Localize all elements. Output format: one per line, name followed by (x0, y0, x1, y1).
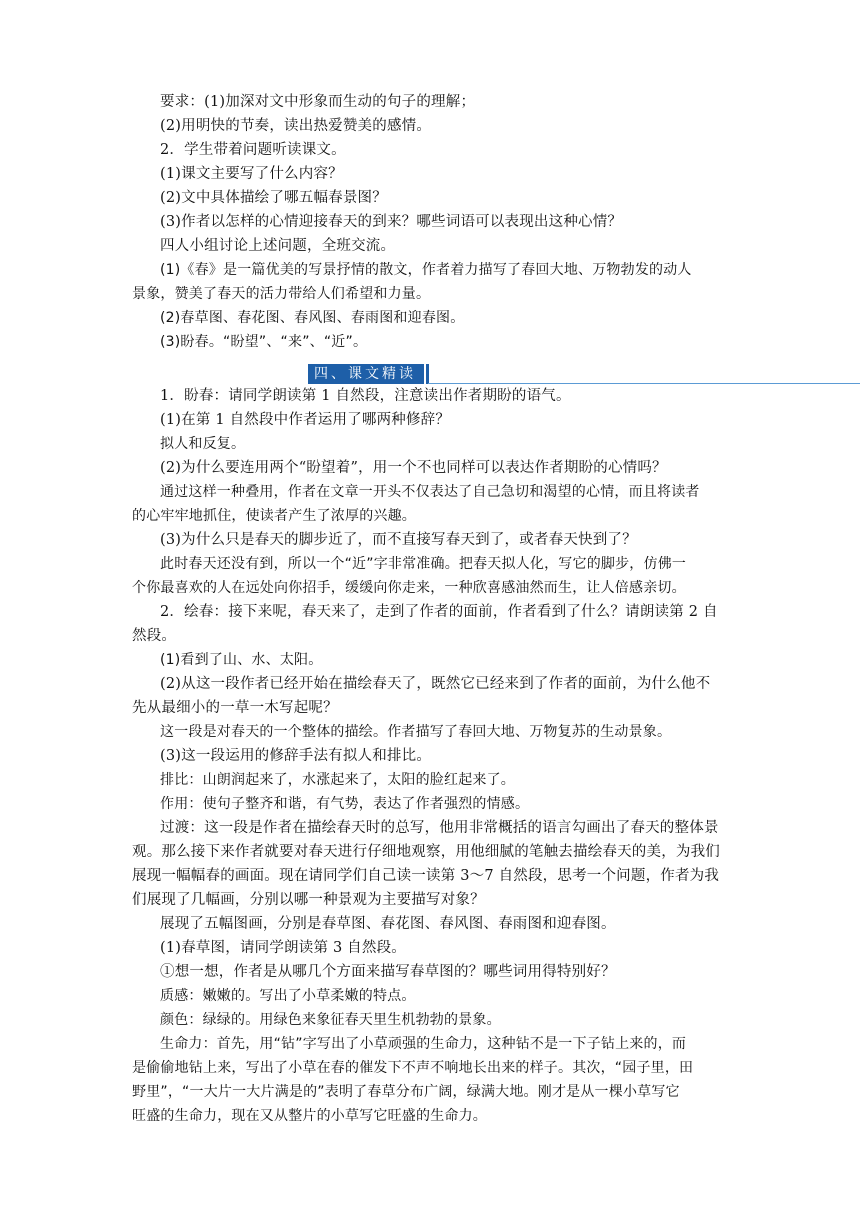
text-line: (2)用明快的节奏，读出热爱赞美的感情。 (160, 118, 432, 134)
text-line: 观。那么接下来作者就要对春天进行仔细地观察，用他细腻的笔触去描绘春天的美，为我们 (132, 844, 720, 860)
text-line: 1．盼春：请同学朗读第 1 自然段，注意读出作者期盼的语气。 (160, 388, 571, 404)
text-line: 这一段是对春天的一个整体的描绘。作者描写了春回大地、万物复苏的生动景象。 (160, 724, 672, 740)
text-line: 通过这样一种叠用，作者在文章一开头不仅表达了自己急切和渴望的心情，而且将读者 (160, 484, 700, 500)
section-title: 四、课文精读 (308, 364, 424, 384)
text-line: 作用：使句子整齐和谐，有气势，表达了作者强烈的情感。 (160, 796, 530, 812)
text-line: 此时春天还没有到，所以一个“近”字非常准确。把春天拟人化，写它的脚步，仿佛一 (160, 556, 687, 572)
text-line: (3)这一段运用的修辞手法有拟人和排比。 (160, 748, 432, 764)
text-line: (1)课文主要写了什么内容？ (160, 166, 343, 182)
text-line: 四人小组讨论上述问题，全班交流。 (160, 238, 396, 254)
text-line: 2．学生带着问题听读课文。 (160, 142, 346, 158)
text-line: (1)在第 1 自然段中作者运用了哪两种修辞？ (160, 412, 451, 428)
text-line: (2)从这一段作者已经开始在描绘春天了，既然它已经来到了作者的面前，为什么他不 (160, 676, 711, 692)
text-line: 景象，赞美了春天的活力带给人们希望和力量。 (132, 286, 431, 302)
text-line: ①想一想，作者是从哪几个方面来描写春草图的？哪些词用得特别好？ (160, 964, 616, 980)
text-line: (1)《春》是一篇优美的写景抒情的散文，作者着力描写了春回大地、万物勃发的动人 (160, 262, 692, 278)
text-line: 颜色：绿绿的。用绿色来象征春天里生机勃勃的景象。 (160, 1012, 501, 1028)
text-line: 的心牢牢地抓住，使读者产生了浓厚的兴趣。 (132, 508, 416, 524)
text-line: 质感：嫩嫩的。写出了小草柔嫩的特点。 (160, 988, 416, 1004)
text-line: 野里”，“一大片一大片满是的”表明了春草分布广阔，绿满大地。刚才是从一棵小草写它 (132, 1084, 680, 1100)
text-line: 排比：山朗润起来了，水涨起来了，太阳的脸红起来了。 (160, 772, 515, 788)
text-line: 个你最喜欢的人在远处向你招手，缓缓向你走来，一种欣喜感油然而生，让人倍感亲切。 (132, 580, 686, 596)
text-line: (1)春草图，请同学朗读第 3 自然段。 (160, 940, 406, 956)
text-line: (3)为什么只是春天的脚步近了，而不直接写春天到了，或者春天快到了？ (160, 532, 637, 548)
text-line: (1)看到了山、水、太阳。 (160, 652, 323, 668)
text-line: (2)为什么要连用两个“盼望着”，用一个不也同样可以表达作者期盼的心情吗？ (160, 460, 667, 476)
text-line: (3)作者以怎样的心情迎接春天的到来？哪些词语可以表现出这种心情？ (160, 214, 623, 230)
text-line: 要求：(1)加深对文中形象而生动的句子的理解； (160, 94, 476, 110)
section-title-tick (426, 364, 429, 384)
text-line: 然段。 (132, 628, 177, 644)
text-line: 过渡：这一段是作者在描绘春天时的总写，他用非常概括的语言勾画出了春天的整体景 (160, 820, 719, 836)
text-line: 是偷偷地钻上来，写出了小草在春的催发下不声不响地长出来的样子。其次，“园子里，田 (132, 1060, 694, 1076)
text-line: 拟人和反复。 (160, 436, 246, 452)
text-line: 生命力：首先，用“钻”字写出了小草顽强的生命力，这种钻不是一下子钻上来的，而 (160, 1036, 687, 1052)
text-line: (2)文中具体描绘了哪五幅春景图？ (160, 190, 387, 206)
text-line: (2)春草图、春花图、春风图、春雨图和迎春图。 (160, 310, 465, 326)
text-line: 先从最细小的一草一木写起呢？ (132, 700, 338, 716)
text-line: 2．绘春：接下来呢，春天来了，走到了作者的面前，作者看到了什么？请朗读第 2 自 (160, 604, 718, 620)
text-line: 旺盛的生命力，现在又从整片的小草写它旺盛的生命力。 (132, 1108, 487, 1124)
text-line: 们展现了几幅画，分别以哪一种景观为主要描写对象？ (132, 892, 485, 908)
text-line: 展现了五幅图画，分别是春草图、春花图、春风图、春雨图和迎春图。 (160, 916, 616, 932)
text-line: 展现一幅幅春的画面。现在请同学们自己读一读第 3～7 自然段，思考一个问题，作者为我 (132, 868, 720, 884)
text-line: (3)盼春。“盼望”、“来”、“近”。 (160, 334, 368, 350)
